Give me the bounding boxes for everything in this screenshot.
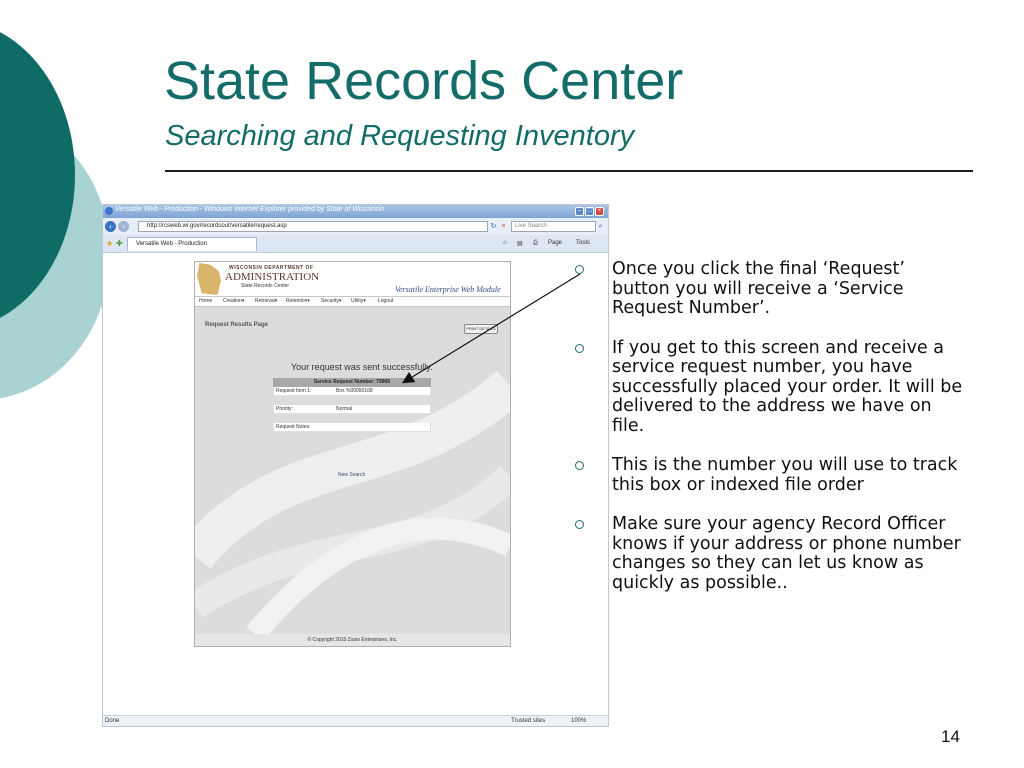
- menu-creation[interactable]: Creation▾: [223, 298, 245, 304]
- bullet-circle-icon: [575, 520, 584, 529]
- bullet-circle-icon: [575, 265, 584, 274]
- bullet-text: If you get to this screen and receive a service request number, you have successfully placed your order. It will be delivered to the address we have on file.: [612, 337, 963, 436]
- row-value: Box %00090168: [336, 388, 373, 394]
- new-search-link[interactable]: New Search: [338, 472, 366, 478]
- search-input[interactable]: Live Search: [511, 221, 596, 232]
- row-label: Request Item 1:: [276, 388, 312, 394]
- back-icon[interactable]: ‹: [105, 221, 116, 232]
- add-favorite-icon[interactable]: ✚: [116, 239, 123, 248]
- page-number: 14: [941, 727, 960, 746]
- bullet-list: [575, 260, 965, 593]
- browser-tab[interactable]: Versatile Web - Production: [127, 237, 257, 251]
- refresh-icon[interactable]: ↻: [490, 223, 497, 230]
- logo-administration: ADMINISTRATION: [225, 271, 320, 283]
- bullet-item: [575, 456, 965, 495]
- browser-window-title: Versatile Web - Production - Windows Internet Explorer provided by State of Wisconsin: [115, 206, 385, 213]
- maximize-icon[interactable]: □: [585, 207, 594, 216]
- status-text: Done: [105, 718, 120, 724]
- slide-title: State Records Center: [164, 51, 684, 111]
- bullet-circle-icon: [575, 344, 584, 353]
- bullet-text: Once you click the final ‘Request’ button you will receive a ‘Service Request Number’.: [612, 259, 905, 318]
- menu-home[interactable]: Home: [199, 298, 213, 304]
- minimize-icon[interactable]: –: [575, 207, 584, 216]
- menu-retrieval[interactable]: Retrieval▾: [255, 298, 278, 304]
- tools-menu[interactable]: Tools: [576, 240, 591, 246]
- trusted-sites-status: Trusted sites: [511, 718, 546, 724]
- search-icon[interactable]: ⌕: [598, 223, 603, 230]
- row-label: Priority:: [276, 406, 293, 412]
- feeds-icon[interactable]: ▤: [517, 241, 523, 247]
- menu-retention[interactable]: Retention▾: [286, 298, 310, 304]
- success-message: Your request was sent successfully.: [291, 362, 433, 372]
- menu-security[interactable]: Security▾: [321, 298, 342, 304]
- service-request-number: Service Request Number: 79909: [273, 378, 431, 387]
- bullet-text: Make sure your agency Record Officer knows if your address or phone number changes so they can let us know as quickly as possible..: [612, 514, 961, 593]
- logo-department: WISCONSIN DEPARTMENT OF: [229, 265, 314, 271]
- print-icon[interactable]: ⎙: [533, 240, 538, 246]
- row-label: Request Notes:: [276, 424, 311, 430]
- menu-logout[interactable]: Logout: [378, 298, 394, 304]
- logo-records-center: State Records Center: [241, 283, 290, 289]
- zoom-level[interactable]: 100%: [571, 718, 587, 724]
- request-results-title: Request Results Page: [205, 322, 269, 328]
- module-title: Versatile Enterprise Web Module: [395, 285, 501, 294]
- bullet-item: [575, 339, 965, 437]
- bullet-text: This is the number you will use to track this box or indexed file order: [612, 455, 958, 495]
- forward-icon[interactable]: ›: [118, 221, 129, 232]
- web-footer: © Copyright 2010 Zasio Enterprises, Inc.: [195, 634, 510, 646]
- slide-subtitle: Searching and Requesting Inventory: [165, 120, 635, 152]
- bullet-item: [575, 260, 965, 319]
- row-value: Normal: [336, 406, 353, 412]
- url-input[interactable]: http://rcsweb.wi.gov/recordsout/versatile/request.asp: [138, 221, 488, 232]
- bullet-circle-icon: [575, 461, 584, 470]
- favorites-star-icon[interactable]: ★: [106, 239, 114, 248]
- print-details-button[interactable]: PRINT DETAILS: [464, 324, 498, 334]
- menu-utility[interactable]: Utility▾: [351, 298, 366, 304]
- bullet-item: [575, 515, 965, 593]
- stop-icon[interactable]: ×: [501, 223, 506, 230]
- home-icon[interactable]: ⌂: [503, 240, 507, 246]
- close-icon[interactable]: ×: [595, 207, 604, 216]
- page-menu[interactable]: Page: [548, 240, 563, 246]
